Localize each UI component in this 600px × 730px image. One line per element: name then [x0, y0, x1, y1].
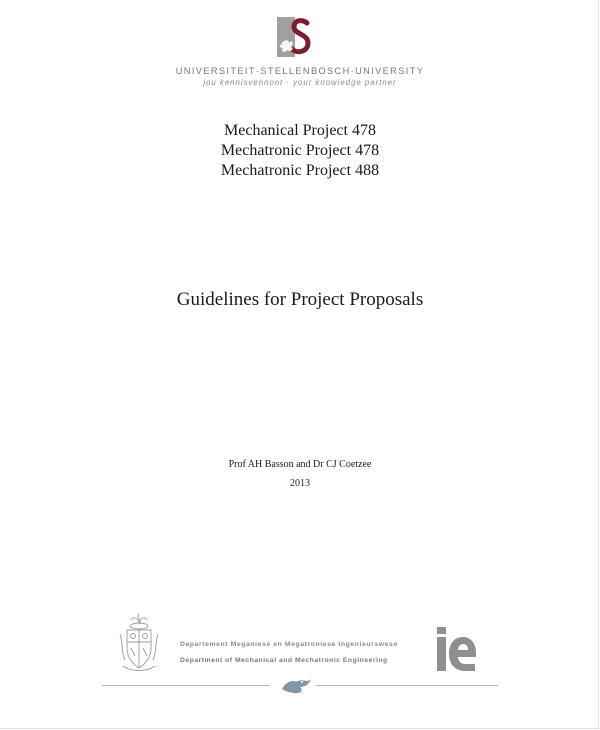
university-crest-icon — [117, 612, 161, 674]
footer-rule-right — [316, 685, 498, 686]
course-item: Mechatronic Project 488 — [220, 162, 380, 179]
course-item: Mechatronic Project 478 — [220, 142, 380, 159]
document-title: Guidelines for Project Proposals — [176, 289, 424, 310]
department-name-afrikaans: Departement Meganiese en Megatroniese Ingenieurswese — [180, 641, 398, 648]
year: 2013 — [290, 478, 310, 489]
course-list — [0, 121, 600, 181]
footer-rule-left — [102, 685, 270, 686]
swirl-ornament-icon — [278, 673, 314, 695]
department-name-english: Department of Mechanical and Mechatronic Engineering — [180, 657, 388, 664]
university-name: UNIVERSITEIT·STELLENBOSCH·UNIVERSITY — [175, 66, 425, 76]
stellenbosch-s-logo-icon — [277, 17, 311, 57]
authors: Prof AH Basson and Dr CJ Coetzee — [228, 459, 372, 470]
ie-logo-icon — [435, 625, 479, 673]
course-item: Mechanical Project 478 — [224, 122, 376, 139]
university-tagline: jou kennisvennoot · your knowledge partner — [203, 78, 397, 87]
